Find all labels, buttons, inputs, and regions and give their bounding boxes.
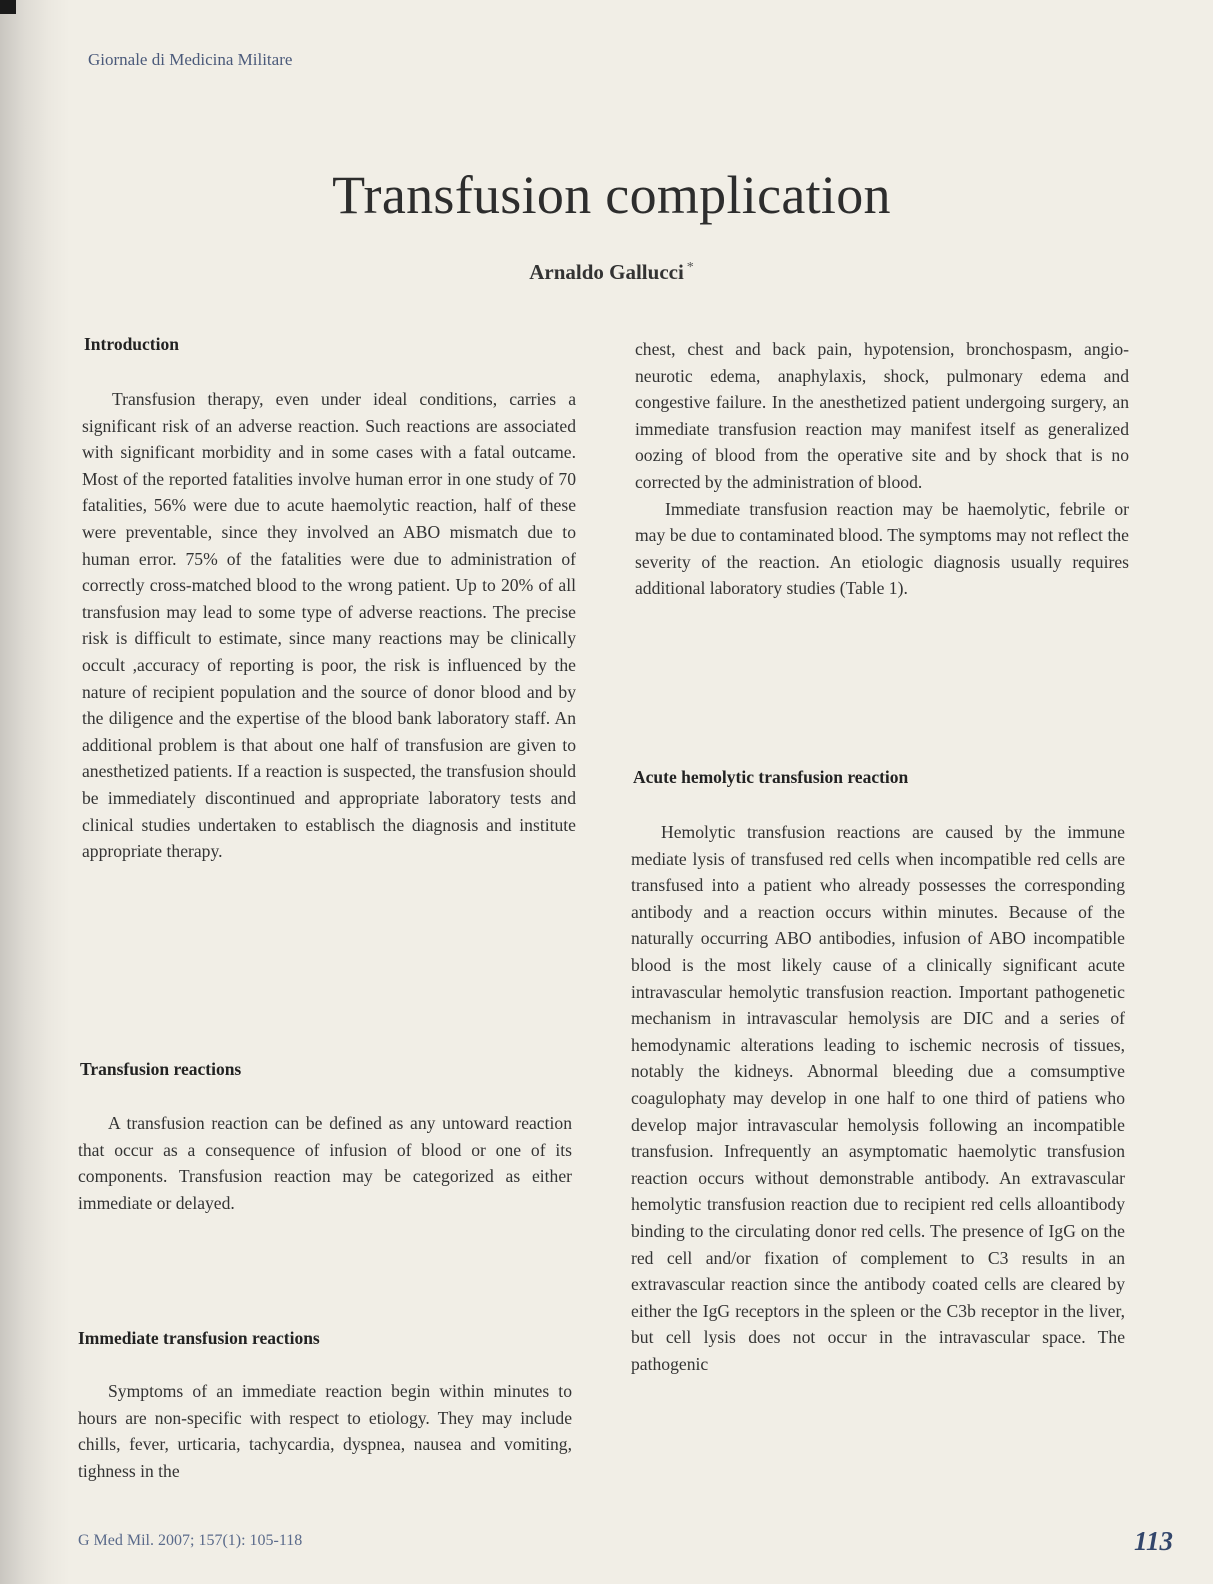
author-footnote-mark: * <box>686 260 694 275</box>
page-number: 113 <box>1133 1526 1173 1556</box>
corner-mark <box>0 0 16 14</box>
immediate-continued-paragraph: chest, chest and back pain, hypotension, bronchospasm, angio-neurotic edema, anaphylaxis, shock, pulmonary edema and congestive failure. In the anesthetized patient undergoing surgery, an immediate transfusion reaction may manifest itself as generalized oozing of blood from the operative site and by shock that is no corrected by the administration of blood. <box>635 339 1129 492</box>
page-gutter-shadow <box>0 0 70 1584</box>
immediate-reactions-paragraph: Symptoms of an immediate reaction begin within minutes to hours are non-specific with respect to etiology. They may include chills, fever, urticaria, tachycardia, dyspnea, nausea and vomiting, tighness in the <box>78 1381 572 1481</box>
immediate-reactions-body <box>78 1378 572 1484</box>
introduction-body <box>82 386 576 865</box>
article-author <box>0 260 1213 285</box>
journal-name: Giornale di Medicina Militare <box>88 50 293 69</box>
heading-acute-hemolytic: Acute hemolytic transfusion reaction <box>633 767 909 787</box>
heading-transfusion-reactions: Transfusion reactions <box>80 1059 242 1079</box>
transfusion-reactions-paragraph: A transfusion reaction can be defined as any untoward reaction that occur as a consequence of infusion of blood or one of its components. Transfusion reaction may be categorized as either immediate or delayed. <box>78 1113 572 1213</box>
introduction-paragraph: Transfusion therapy, even under ideal conditions, carries a significant risk of an adverse reaction. Such reactions are associated with significant morbidity and in some cases with a fatal outcame. Most of the reported fatalities involve human error in one study of 70 fatalities, 56% were due to acute haemolytic reaction, half of these were preventable, since they involved an ABO mismatch due to human error. 75% of the fatalities were due to administration of correctly cross-matched blood to the wrong patient. Up to 20% of all transfusion may lead to some type of adverse reactions. The precise risk is difficult to estimate, since many reactions may be clinically occult ,accuracy of reporting is poor, the risk is influenced by the nature of recipient population and the source of donor blood and by the diligence and the expertise of the blood bank laboratory staff. An additional problem is that about one half of transfusion are given to anesthetized patients. If a reaction is suspected, the transfusion should be immediately discontinued and appropriate laboratory tests and clinical studies undertaken to establisch the diagnosis and institute appropriate therapy. <box>82 389 576 862</box>
footer-citation: G Med Mil. 2007; 157(1): 105-118 <box>78 1532 303 1549</box>
article-title: Transfusion complication <box>332 165 891 225</box>
immediate-reactions-continued <box>635 336 1129 602</box>
acute-hemolytic-paragraph: Hemolytic transfusion reactions are caused by the immune mediate lysis of transfused red cells when incompatible red cells are transfused into a patient who already possesses the corresponding antibody and a reaction occurs within minutes. Because of the naturally occurring ABO antibodies, infusion of ABO incompatible blood is the most likely cause of a clinically significant acute intravascular hemolytic transfusion reaction. Important pathogenetic mechanism in intravascular hemolysis are DIC and a series of hemodynamic alterations leading to ischemic necrosis of tissues, notably the kidneys. Abnormal bleeding due a comsumptive coagulophaty may develop in one half to one third of patiens who develop major intravascular hemolysis following an incompatible transfusion. Infrequently an asymptomatic haemolytic transfusion reaction occurs without demonstrable antibody. An extravascular hemolytic transfusion reaction due to recipient red cells alloantibody binding to the circulating donor red cells. The presence of IgG on the red cell and/or fixation of complement to C3 results in an extravascular reaction since the antibody coated cells are cleared by either the IgG receptors in the spleen or the C3b receptor in the liver, but cell lysis does not occur in the intravascular space. The pathogenic <box>631 822 1125 1374</box>
immediate-second-paragraph: Immediate transfusion reaction may be haemolytic, febrile or may be due to contaminated blood. The symptoms may not reflect the severity of the reaction. An etiologic diagnosis usually requires additional laboratory studies (Table 1). <box>635 498 1129 599</box>
acute-hemolytic-body <box>631 819 1125 1377</box>
author-name: Arnaldo Gallucci <box>529 260 684 284</box>
transfusion-reactions-body <box>78 1110 572 1216</box>
heading-introduction: Introduction <box>84 334 179 354</box>
heading-immediate-reactions: Immediate transfusion reactions <box>78 1328 320 1348</box>
